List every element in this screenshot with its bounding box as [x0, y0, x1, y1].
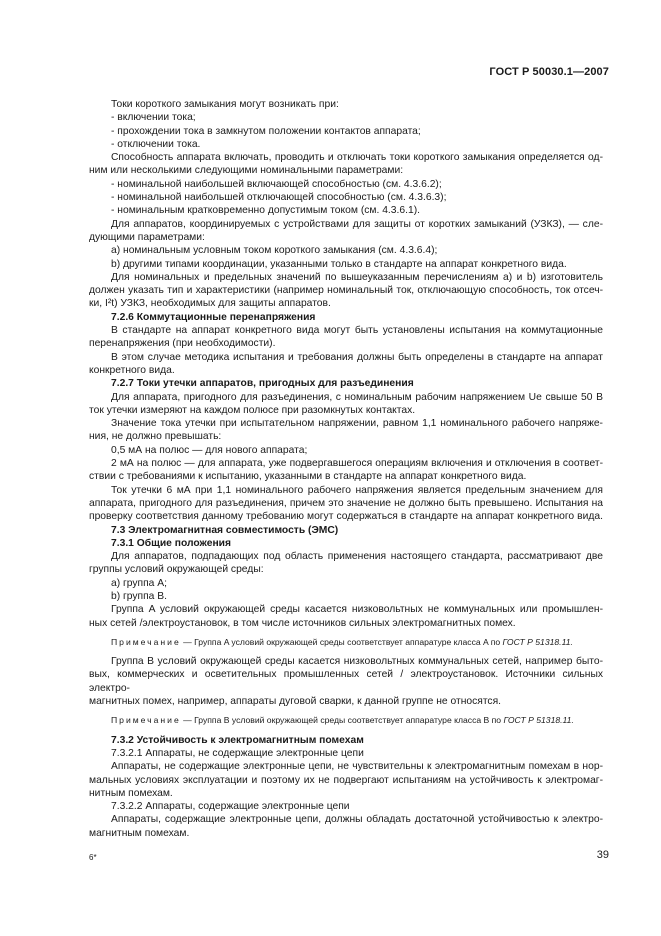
text-line: Способность аппарата включать, проводить и отключать токи короткого замыкания определяется од-: [111, 152, 603, 164]
signature-mark: 6*: [89, 853, 97, 862]
text-line: В этом случае методика испытания и требования должны быть определены в стандарте на аппарат: [111, 351, 603, 363]
text-line: мальных условиях эксплуатации и поэтому их не подвергают испытаниям на устойчивость к электромаг-: [89, 774, 603, 786]
note-text: — Группа A условий окружающей среды соответствует аппаратуре класса A по: [180, 636, 503, 647]
note-label: Примечание: [111, 636, 181, 647]
text-line: нитным помехам.: [89, 787, 173, 799]
text-line: Группа B условий окружающей среды касается низковольтных коммунальных сетей, например быто-: [111, 656, 603, 668]
section-heading: 7.2.6 Коммутационные перенапряжения: [111, 311, 316, 323]
text-line: 2 мА на полюс — для аппарата, уже подвергавшегося операциям включения и отключения в соответ-: [111, 458, 603, 470]
section-heading: 7.3.2 Устойчивость к электромагнитным помехам: [111, 734, 364, 746]
text-line: ных сетей /электроустановок, в том числе источников сильных электромагнитных помех.: [89, 617, 516, 629]
text-line: группы условий окружающей среды:: [89, 564, 264, 576]
text-line: вых, коммерческих и осветительных промышленных сетей / электроустановок. Источники сильных электро-: [89, 669, 603, 694]
text-line: магнитных помех, например, аппараты дуговой сварки, к данной группе не относятся.: [89, 696, 502, 708]
text-line: Группа A условий окружающей среды касается низковольтных не коммунальных или промышлен-: [111, 604, 603, 616]
list-item: b) другими типами координации, указанными только в стандарте на аппарат конкретного вида.: [111, 258, 567, 270]
text-line: Значение тока утечки при испытательном напряжении, равном 1,1 номинального рабочего напряже-: [111, 418, 603, 430]
text-line: Для аппарата, пригодного для разъединения, с номинальным рабочим напряжением Ue свыше 50 В: [111, 391, 603, 403]
note-text: — Группа B условий окружающей среды соответствует аппаратуре класса B по: [180, 715, 504, 726]
text-line: Для аппаратов, подпадающих под область применения настоящего стандарта, рассматривают две: [111, 551, 603, 563]
note-reference: ГОСТ Р 51318.11.: [503, 715, 574, 726]
list-item: a) номинальным условным током короткого замыкания (см. 4.3.6.4);: [111, 245, 438, 257]
text-line: Токи короткого замыкания могут возникать при:: [111, 99, 339, 110]
list-item: a) группа A;: [111, 577, 167, 589]
note-label: Примечание: [111, 715, 181, 726]
subsection-heading: 7.3.2.2 Аппараты, содержащие электронные цепи: [111, 801, 350, 813]
list-item: - прохождении тока в замкнутом положении контактов аппарата;: [111, 125, 421, 137]
section-heading: 7.2.7 Токи утечки аппаратов, пригодных для разъединения: [111, 378, 414, 390]
text-line: аппарата, пригодного для разъединения, причем это значение не должно быть превышено. Испытания на: [89, 497, 603, 509]
text-line: должен указать тип и характеристики (например номинальный ток, отключающую способность, ток отсеч-: [89, 285, 603, 297]
text-line: ствии с требованиями к испытанию, указанными в стандарте на аппарат конкретного вида.: [89, 471, 527, 483]
document-body: [89, 98, 603, 840]
text-line: перенапряжения (при необходимости).: [89, 338, 276, 350]
text-line: ния, не должно превышать:: [89, 431, 222, 443]
text-line: Ток утечки 6 мА при 1,1 номинального рабочего напряжения является предельным значением для: [111, 484, 603, 496]
text-line: проверку соответствия данному требованию могут содержаться в стандарте на аппарат конкретного вида.: [89, 511, 603, 523]
note: [111, 714, 603, 727]
note-reference: ГОСТ Р 51318.11.: [502, 636, 573, 647]
list-item: - включении тока;: [111, 112, 196, 124]
list-item: - номинальным кратковременно допустимым током (см. 4.3.6.1).: [111, 205, 420, 217]
text-line: дующими параметрами:: [89, 231, 205, 243]
section-heading: 7.3.1 Общие положения: [111, 537, 231, 549]
list-item: b) группа B.: [111, 590, 167, 602]
text-line: магнитным помехам.: [89, 827, 190, 839]
text-line: Для номинальных и предельных значений по вышеуказанным перечислениям a) и b) изготовитель: [111, 271, 603, 283]
note: [111, 636, 603, 649]
list-item: - номинальной наибольшей отключающей способностью (см. 4.3.6.3);: [111, 192, 447, 204]
text-line: В стандарте на аппарат конкретного вида могут быть установлены испытания на коммутационные: [111, 325, 603, 337]
subsection-heading: 7.3.2.1 Аппараты, не содержащие электронные цепи: [111, 747, 364, 759]
list-item: - отключении тока.: [111, 138, 201, 150]
section-heading: 7.3 Электромагнитная совместимость (ЭМС): [111, 524, 339, 536]
text-line: ки, I²t) УЗКЗ, необходимых для защиты аппаратов.: [89, 298, 331, 310]
document-id: ГОСТ Р 50030.1—2007: [489, 66, 609, 78]
text-line: ток утечки измеряют на каждом полюсе при разомкнутых контактах.: [89, 404, 416, 416]
list-item: - номинальной наибольшей включающей способностью (см. 4.3.6.2);: [111, 178, 442, 190]
text-line: Аппараты, не содержащие электронные цепи, не чувствительны к электромагнитным помехам в нор-: [111, 761, 603, 773]
text-line: Аппараты, содержащие электронные цепи, должны обладать достаточной устойчивостью к электро-: [111, 814, 603, 826]
text-line: конкретного вида.: [89, 364, 175, 376]
text-line: 0,5 мА на полюс — для нового аппарата;: [111, 444, 308, 456]
page-number: 39: [596, 849, 609, 861]
text-line: ним или несколькими следующими номинальными параметрами:: [89, 165, 404, 177]
text-line: Для аппаратов, координируемых с устройствами для защиты от коротких замыканий (УЗКЗ), — сле-: [111, 218, 603, 230]
